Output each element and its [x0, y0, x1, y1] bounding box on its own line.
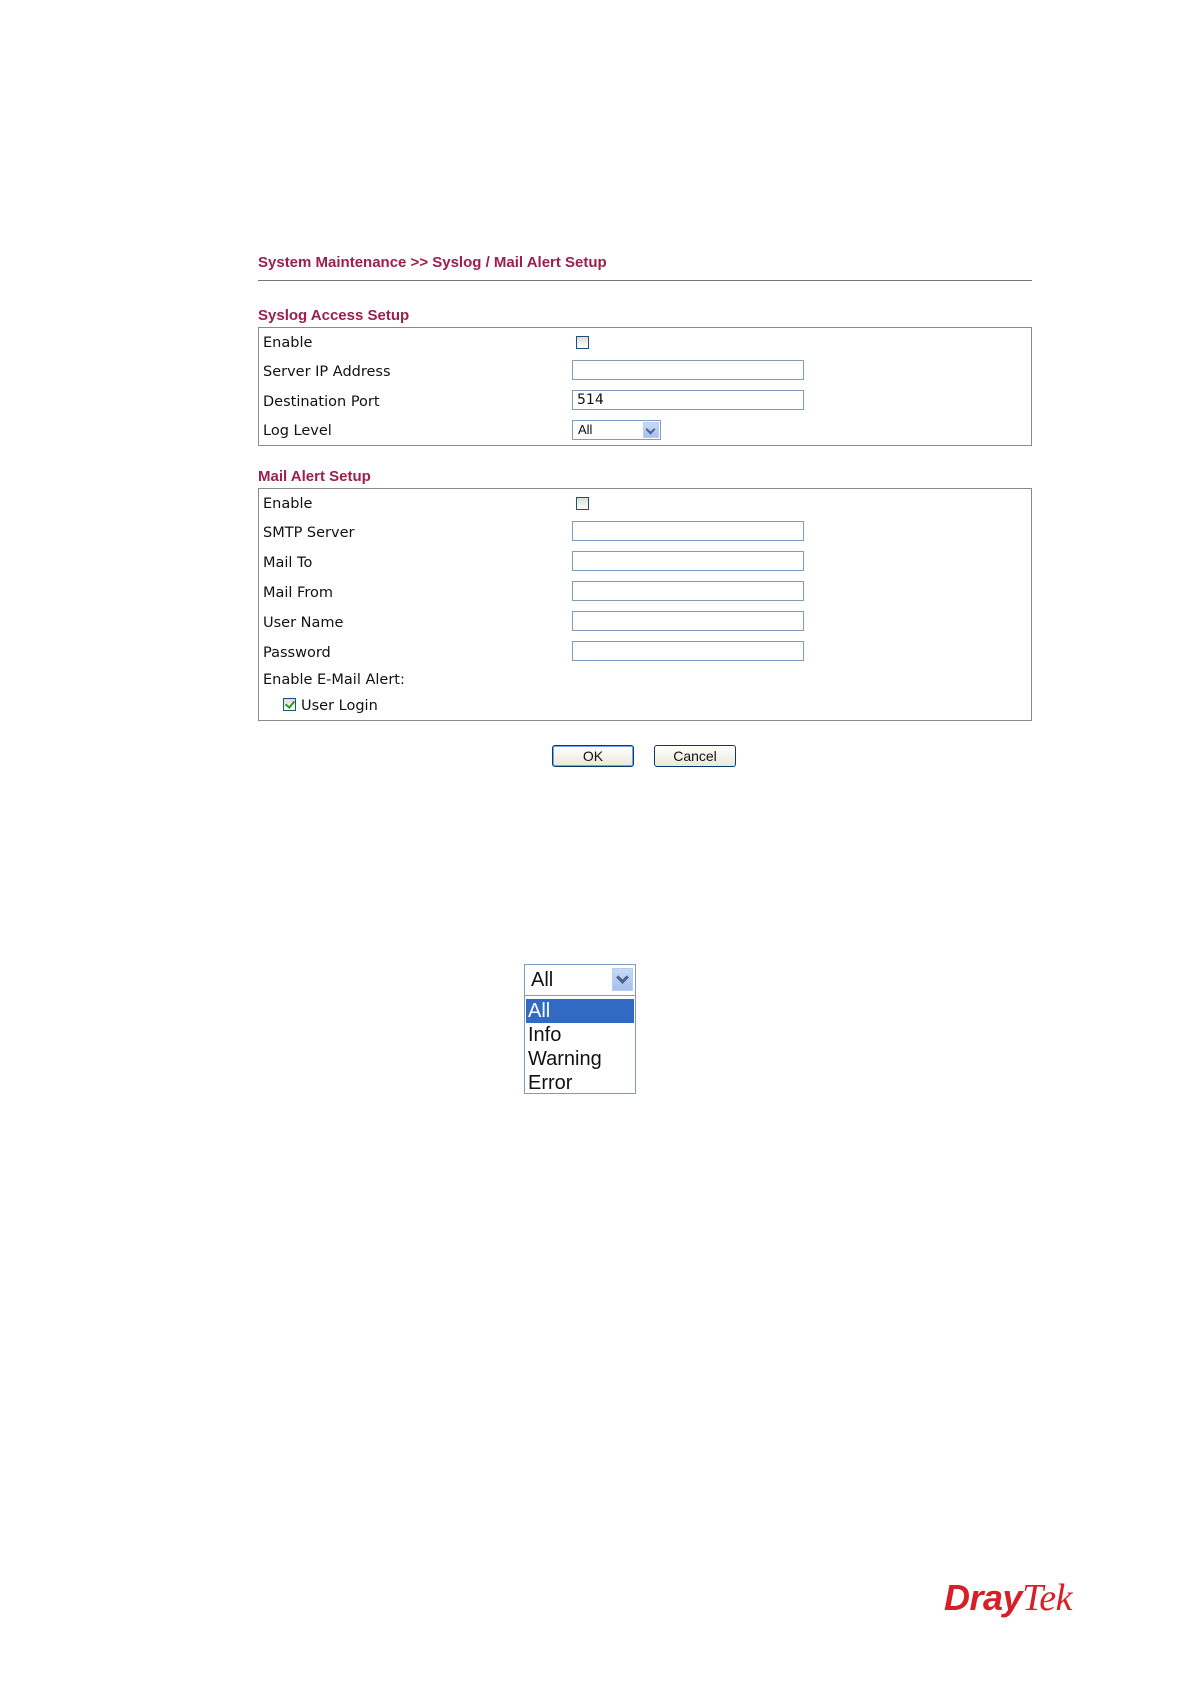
email-alert-row — [259, 667, 1031, 693]
server-ip-label: Server IP Address — [263, 364, 391, 380]
mail-to-row — [259, 550, 1031, 576]
smtp-server-row — [259, 520, 1031, 546]
dropdown-option-all[interactable]: All — [526, 999, 634, 1023]
title-divider — [258, 280, 1032, 281]
mail-from-label: Mail From — [263, 585, 333, 601]
mail-section-title: Mail Alert Setup — [258, 468, 371, 485]
chevron-down-icon[interactable] — [612, 968, 633, 991]
mail-from-input[interactable] — [572, 581, 804, 601]
user-name-label: User Name — [263, 615, 344, 631]
log-level-select[interactable] — [572, 420, 661, 440]
password-row — [259, 640, 1031, 666]
log-level-value: All — [578, 422, 593, 437]
cancel-button[interactable]: Cancel — [654, 745, 736, 767]
destination-port-input[interactable]: 514 — [572, 390, 804, 410]
dropdown-option-error[interactable]: Error — [528, 1072, 573, 1094]
password-label: Password — [263, 645, 331, 661]
log-level-row — [259, 418, 1031, 444]
user-login-label: User Login — [301, 698, 378, 714]
mail-enable-label: Enable — [263, 496, 313, 512]
mail-panel — [258, 488, 1032, 721]
dropdown-header[interactable] — [525, 965, 635, 996]
user-name-row — [259, 610, 1031, 636]
dropdown-option-info[interactable]: Info — [528, 1024, 562, 1046]
chevron-down-icon[interactable] — [643, 422, 659, 438]
mail-enable-row — [259, 491, 1031, 517]
destination-port-label: Destination Port — [263, 394, 380, 410]
logo-part-dray: Dray — [944, 1577, 1023, 1618]
destination-port-row — [259, 389, 1031, 415]
smtp-server-label: SMTP Server — [263, 525, 355, 541]
breadcrumb: System Maintenance >> Syslog / Mail Alert Setup — [258, 254, 607, 271]
password-input[interactable] — [572, 641, 804, 661]
dropdown-selected-value: All — [531, 969, 554, 991]
mail-to-label: Mail To — [263, 555, 313, 571]
log-level-label: Log Level — [263, 423, 332, 439]
syslog-enable-row — [259, 330, 1031, 356]
syslog-section-title: Syslog Access Setup — [258, 307, 410, 324]
draytek-logo — [944, 1576, 1072, 1622]
email-alert-label: Enable E-Mail Alert: — [263, 672, 405, 688]
mail-to-input[interactable] — [572, 551, 804, 571]
user-login-checkbox[interactable] — [283, 698, 296, 711]
mail-enable-checkbox[interactable] — [576, 497, 589, 510]
user-name-input[interactable] — [572, 611, 804, 631]
syslog-panel — [258, 327, 1032, 446]
logo-part-tek: Tek — [1022, 1577, 1072, 1619]
syslog-enable-label: Enable — [263, 335, 313, 351]
server-ip-row — [259, 359, 1031, 385]
log-level-dropdown-open[interactable] — [524, 964, 636, 1094]
user-login-row — [259, 693, 1031, 719]
ok-button[interactable]: OK — [552, 745, 634, 767]
smtp-server-input[interactable] — [572, 521, 804, 541]
dropdown-options — [526, 999, 634, 1095]
dropdown-option-warning[interactable]: Warning — [528, 1048, 602, 1070]
server-ip-input[interactable] — [572, 360, 804, 380]
mail-from-row — [259, 580, 1031, 606]
syslog-enable-checkbox[interactable] — [576, 336, 589, 349]
